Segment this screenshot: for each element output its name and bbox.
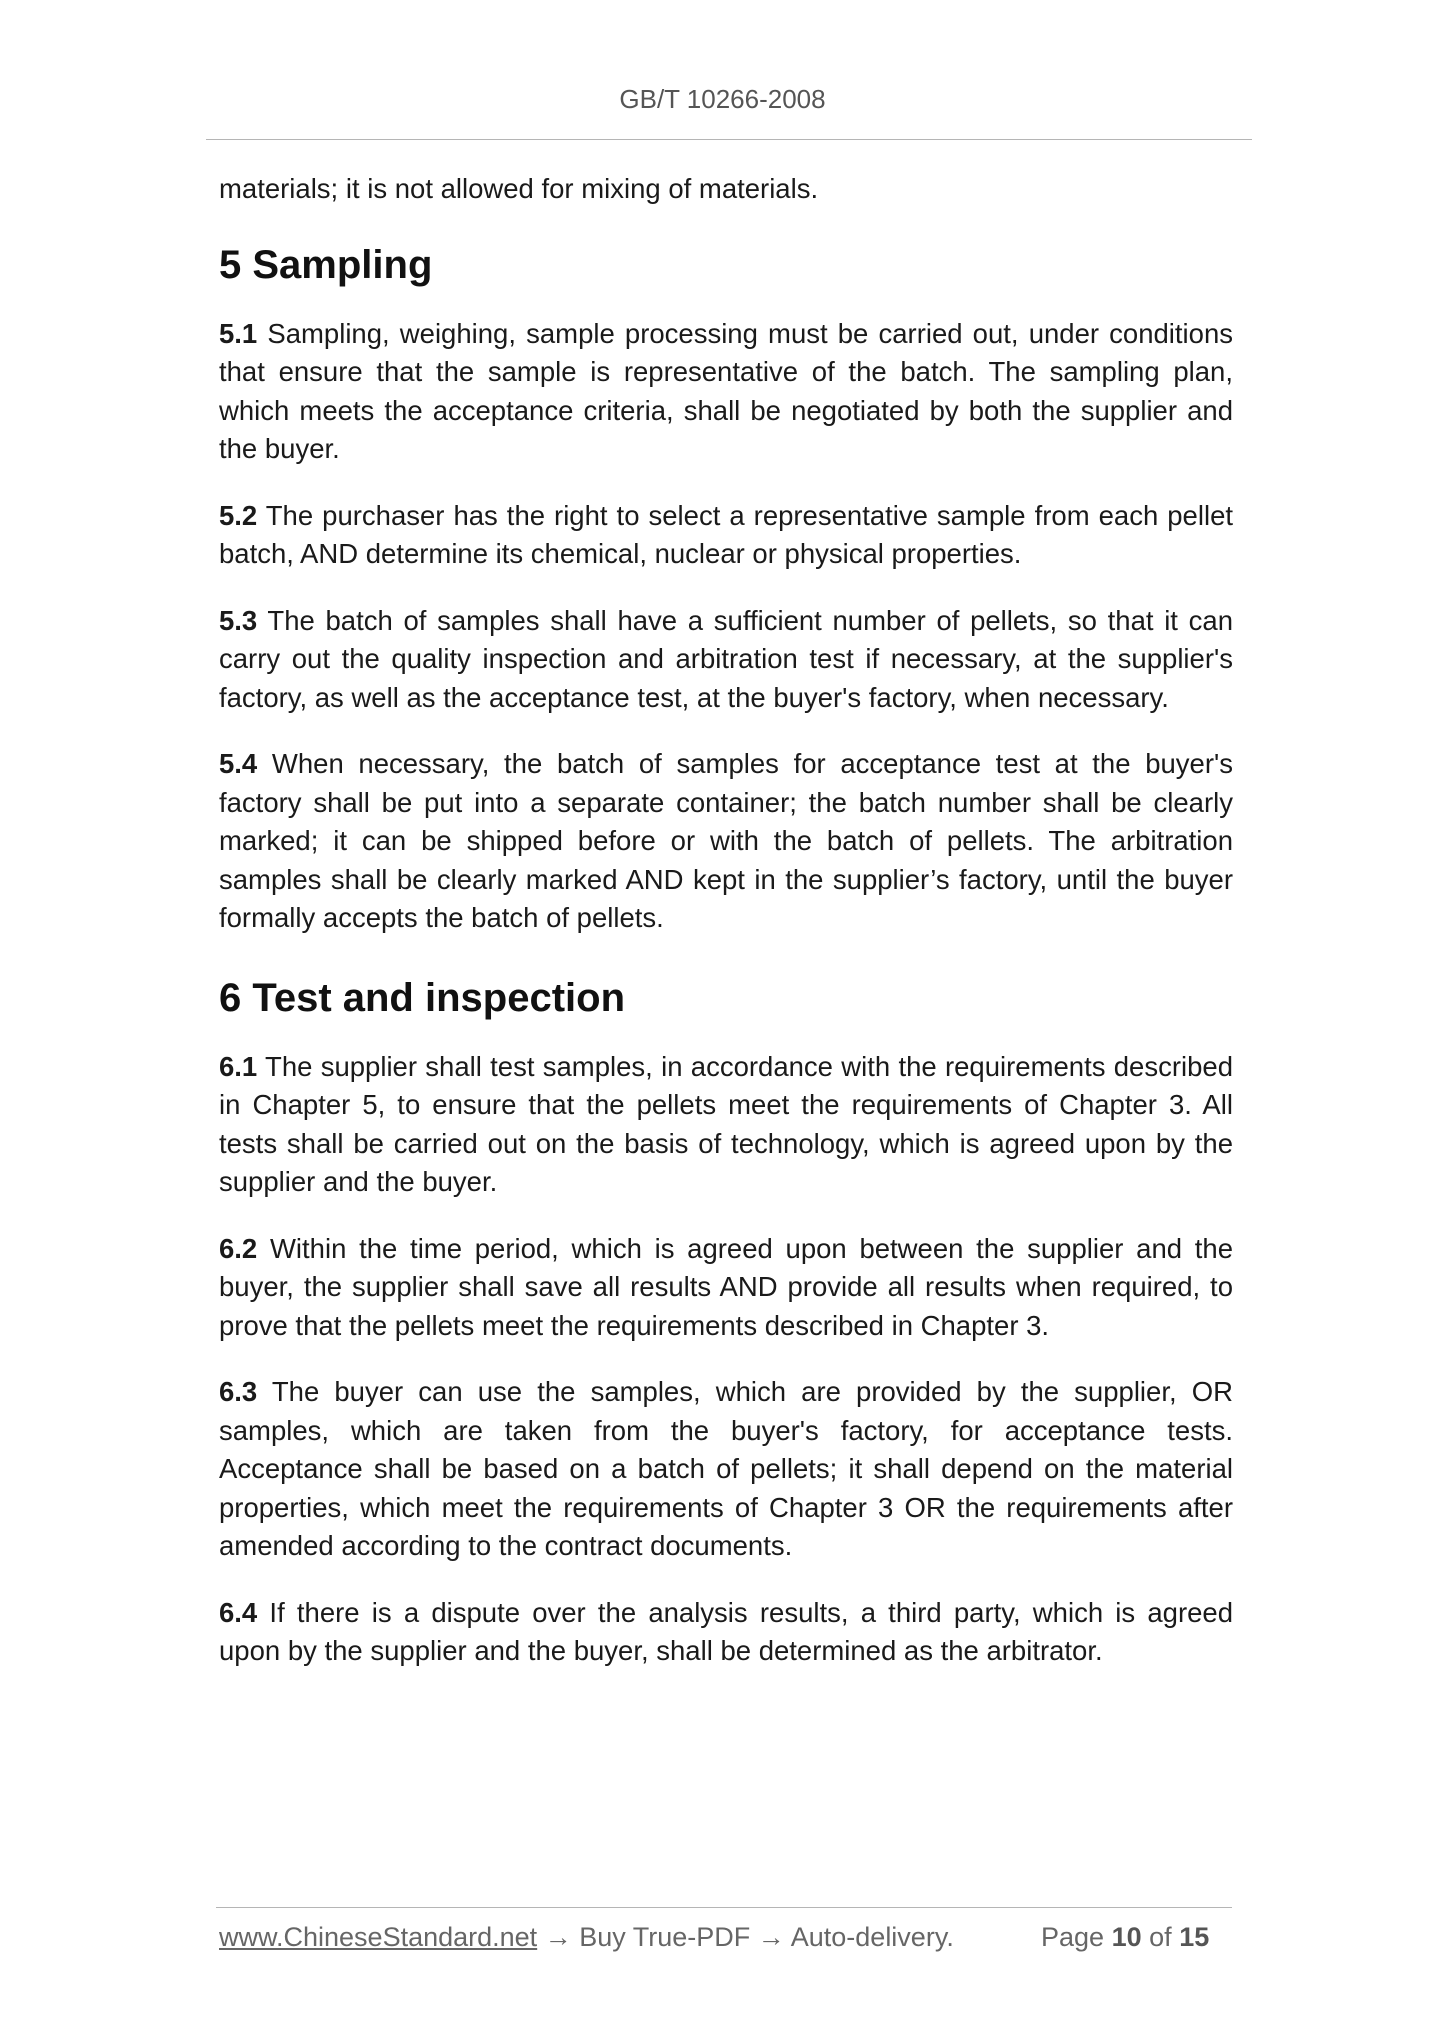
running-header: GB/T 10266-2008 bbox=[619, 84, 826, 114]
clause-text: The buyer can use the samples, which are provided by the supplier, OR samples, which are taken from the buyer's factory, for acceptance tests. Acceptance shall be based on a batch of pellets; it shall depend on the material properties, which meet the requirements of Chapter 3 OR the requirements after amended according to the contract documents. bbox=[219, 1376, 1233, 1561]
page-indicator bbox=[1041, 1922, 1241, 1953]
section-heading-sampling: 5 Sampling bbox=[219, 242, 433, 287]
clause-text: Within the time period, which is agreed upon between the supplier and the buyer, the supplier shall save all results AND provide all results when required, to prove that the pellets meet the requirements described in Chapter 3. bbox=[219, 1232, 1233, 1341]
page-total: 15 bbox=[1179, 1922, 1210, 1952]
continuation-paragraph: materials; it is not allowed for mixing of materials. bbox=[219, 173, 819, 204]
promo-text: → Buy True-PDF → Auto-delivery. bbox=[537, 1922, 954, 1952]
clause-number: 6.1 bbox=[219, 1050, 258, 1082]
clause-number: 6.4 bbox=[219, 1596, 258, 1628]
clause-6-2 bbox=[219, 1230, 1233, 1346]
clause-text: The batch of samples shall have a sufficient number of pellets, so that it can carry out the quality inspection and arbitration test if necessary, at the supplier's factory, as well as the acceptance test, at the buyer's factory, when necessary. bbox=[219, 604, 1233, 713]
clause-text: The purchaser has the right to select a representative sample from each pellet batch, AND determine its chemical, nuclear or physical properties. bbox=[219, 499, 1233, 569]
header-divider bbox=[206, 139, 1252, 140]
clause-number: 5.1 bbox=[219, 317, 258, 349]
clause-6-1 bbox=[219, 1048, 1233, 1202]
site-link[interactable]: www.ChineseStandard.net bbox=[219, 1922, 538, 1952]
page-of: of bbox=[1149, 1922, 1172, 1952]
clause-6-3 bbox=[219, 1373, 1233, 1566]
page-current: 10 bbox=[1111, 1922, 1142, 1952]
clause-number: 6.2 bbox=[219, 1232, 258, 1264]
page-body bbox=[219, 170, 1233, 1671]
clause-5-2 bbox=[219, 497, 1233, 574]
clause-6-4 bbox=[219, 1594, 1233, 1671]
clause-5-3 bbox=[219, 602, 1233, 718]
clause-5-1 bbox=[219, 315, 1233, 469]
clause-number: 6.3 bbox=[219, 1376, 258, 1407]
clause-number: 5.4 bbox=[219, 748, 258, 779]
clause-text: Sampling, weighing, sample processing must be carried out, under conditions that ensure that the sample is representative of the batch. The sampling plan, which meets the acceptance criteria, shall be negotiated by both the supplier and the buyer. bbox=[219, 317, 1233, 464]
footer-promo bbox=[219, 1922, 954, 1953]
section-heading-test-inspection: 6 Test and inspection bbox=[219, 975, 625, 1020]
footer-divider bbox=[216, 1907, 1232, 1908]
page-label: Page bbox=[1041, 1922, 1105, 1952]
clause-text: If there is a dispute over the analysis results, a third party, which is agreed upon by the supplier and the buyer, shall be determined as the arbitrator. bbox=[219, 1596, 1233, 1666]
clause-text: The supplier shall test samples, in accordance with the requirements described in Chapter 5, to ensure that the pellets meet the requirements of Chapter 3. All tests shall be carried out on the basis of technology, which is agreed upon by the supplier and the buyer. bbox=[219, 1050, 1233, 1197]
clause-text: When necessary, the batch of samples for acceptance test at the buyer's factory shall be put into a separate container; the batch number shall be clearly marked; it can be shipped before or with the batch of pellets. The arbitration samples shall be clearly marked AND kept in the supplier’s factory, until the buyer formally accepts the batch of pellets. bbox=[219, 748, 1233, 933]
clause-number: 5.3 bbox=[219, 604, 258, 636]
clause-number: 5.2 bbox=[219, 499, 258, 531]
clause-5-4 bbox=[219, 745, 1233, 938]
